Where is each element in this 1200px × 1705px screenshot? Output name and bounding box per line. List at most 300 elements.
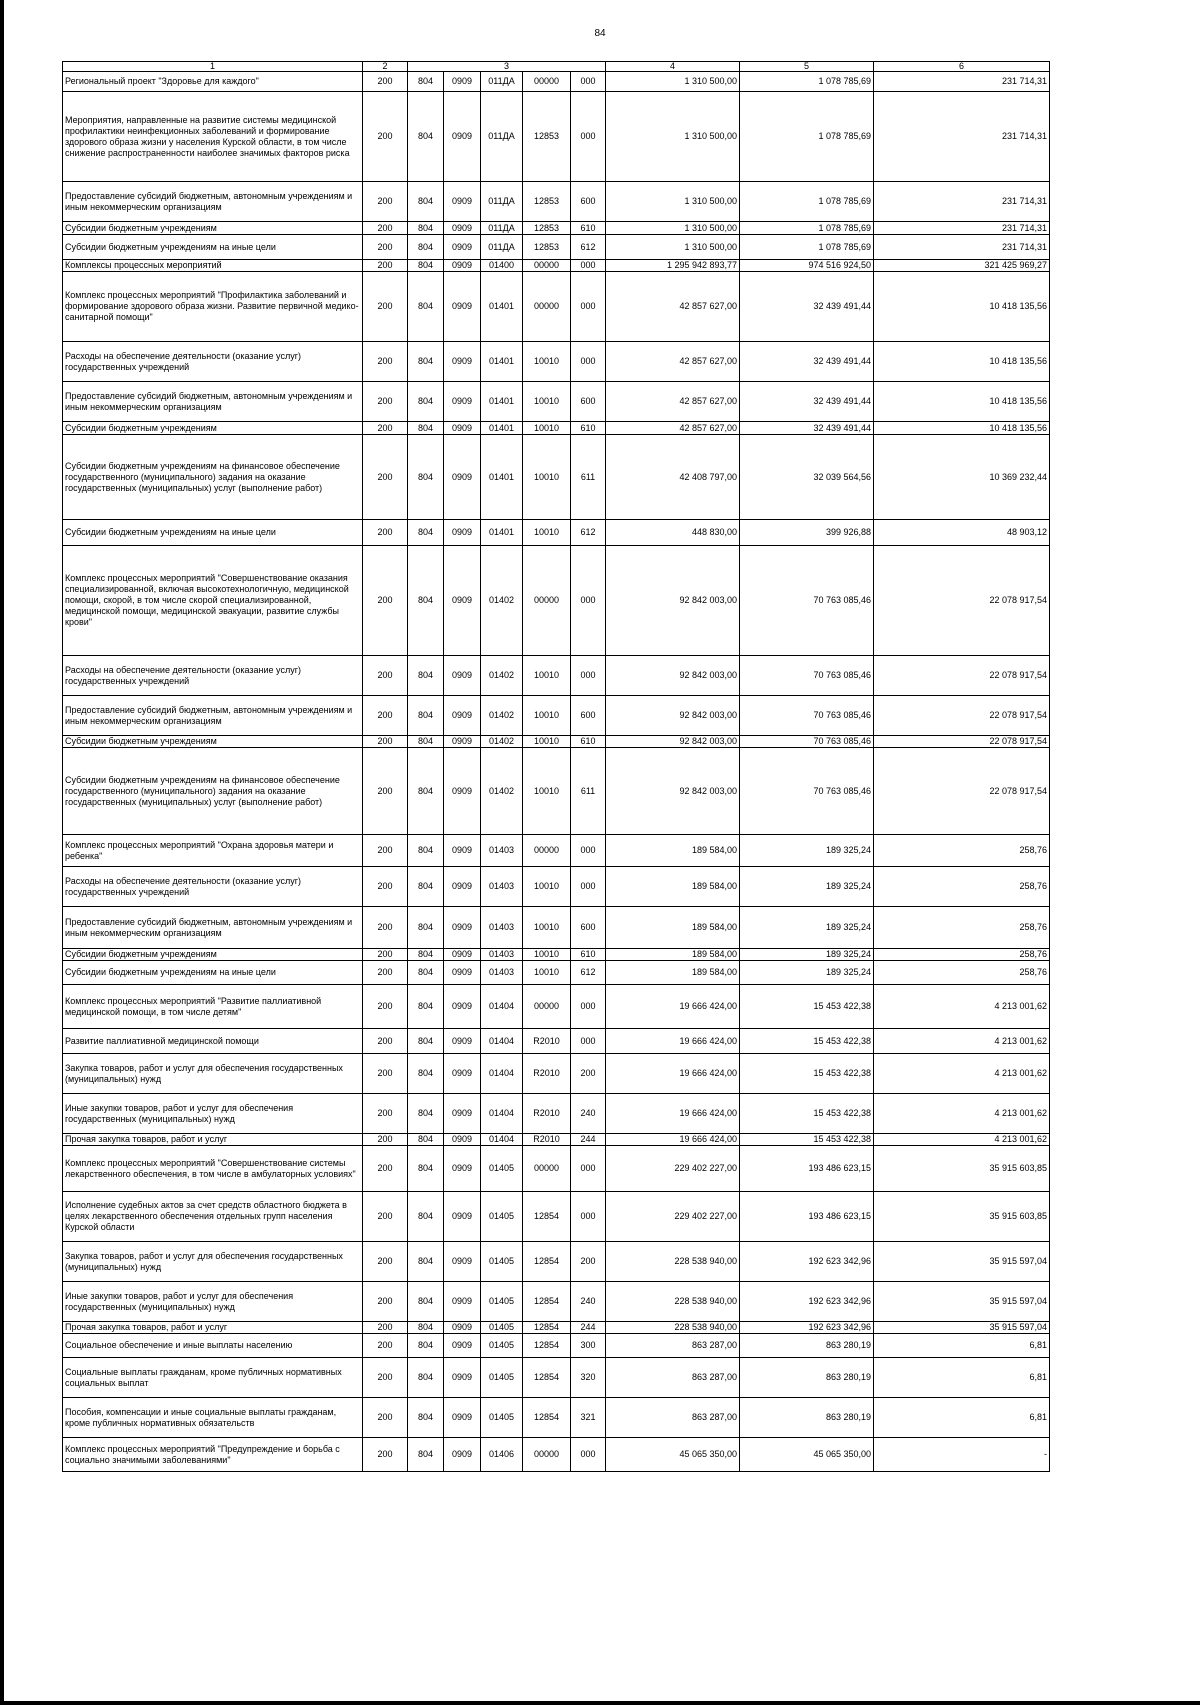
cell-col-3-direction: 10010 [523, 435, 571, 520]
cell-col-3-section: 804 [408, 92, 444, 182]
cell-col-3-program: 011ДА [481, 92, 523, 182]
cell-col-5: 189 325,24 [740, 949, 874, 961]
cell-col-5: 974 516 924,50 [740, 260, 874, 272]
cell-col-3-program: 01405 [481, 1242, 523, 1282]
row-label: Расходы на обеспечение деятельности (оказание услуг) государственных учреждений [63, 656, 363, 696]
cell-col-2: 200 [363, 382, 408, 422]
cell-col-3-subsection: 0909 [444, 656, 481, 696]
cell-col-3-program: 01401 [481, 342, 523, 382]
cell-col-4: 448 830,00 [606, 520, 740, 546]
cell-col-5: 192 623 342,96 [740, 1242, 874, 1282]
cell-col-3-section: 804 [408, 736, 444, 748]
cell-col-3-section: 804 [408, 1242, 444, 1282]
cell-col-2: 200 [363, 736, 408, 748]
cell-col-4: 42 857 627,00 [606, 272, 740, 342]
cell-col-2: 200 [363, 1192, 408, 1242]
cell-col-3-section: 804 [408, 342, 444, 382]
cell-col-3-subsection: 0909 [444, 222, 481, 235]
cell-col-2: 200 [363, 949, 408, 961]
cell-col-3-program: 01401 [481, 272, 523, 342]
cell-col-3-subsection: 0909 [444, 696, 481, 736]
cell-col-4: 228 538 940,00 [606, 1282, 740, 1322]
cell-col-3-section: 804 [408, 1054, 444, 1094]
cell-col-3-expense-type: 611 [571, 748, 606, 835]
header-col-1: 1 [63, 62, 363, 72]
cell-col-3-section: 804 [408, 1398, 444, 1438]
cell-col-3-direction: 10010 [523, 422, 571, 435]
cell-col-6: 22 078 917,54 [874, 696, 1050, 736]
cell-col-3-direction: 12854 [523, 1398, 571, 1438]
table-row [63, 1438, 1050, 1472]
cell-col-3-expense-type: 612 [571, 520, 606, 546]
cell-col-3-expense-type: 600 [571, 907, 606, 949]
cell-col-2: 200 [363, 696, 408, 736]
table-row [63, 72, 1050, 92]
cell-col-6: 10 418 135,56 [874, 342, 1050, 382]
cell-col-3-section: 804 [408, 546, 444, 656]
cell-col-3-program: 01401 [481, 435, 523, 520]
cell-col-5: 192 623 342,96 [740, 1282, 874, 1322]
cell-col-3-program: 01401 [481, 382, 523, 422]
cell-col-3-subsection: 0909 [444, 1358, 481, 1398]
scan-bottom-edge [0, 1701, 1200, 1705]
cell-col-4: 1 295 942 893,77 [606, 260, 740, 272]
cell-col-3-expense-type: 612 [571, 961, 606, 985]
cell-col-2: 200 [363, 1358, 408, 1398]
row-label: Субсидии бюджетным учреждениям [63, 736, 363, 748]
cell-col-5: 1 078 785,69 [740, 92, 874, 182]
cell-col-3-direction: 12854 [523, 1322, 571, 1334]
cell-col-2: 200 [363, 546, 408, 656]
cell-col-3-section: 804 [408, 1438, 444, 1472]
cell-col-3-expense-type: 600 [571, 696, 606, 736]
cell-col-3-program: 01405 [481, 1398, 523, 1438]
cell-col-4: 189 584,00 [606, 961, 740, 985]
cell-col-3-direction: 12854 [523, 1242, 571, 1282]
cell-col-5: 70 763 085,46 [740, 696, 874, 736]
cell-col-3-subsection: 0909 [444, 1438, 481, 1472]
cell-col-3-expense-type: 000 [571, 546, 606, 656]
cell-col-3-direction: 00000 [523, 1438, 571, 1472]
row-label: Исполнение судебных актов за счет средств областного бюджета в целях лекарственного обеспечения отдельных групп населения Курской области [63, 1192, 363, 1242]
cell-col-2: 200 [363, 656, 408, 696]
cell-col-3-section: 804 [408, 222, 444, 235]
row-label: Субсидии бюджетным учреждениям на иные цели [63, 961, 363, 985]
cell-col-3-subsection: 0909 [444, 961, 481, 985]
cell-col-3-direction: 00000 [523, 835, 571, 867]
cell-col-3-subsection: 0909 [444, 546, 481, 656]
row-label: Региональный проект "Здоровье для каждого" [63, 72, 363, 92]
cell-col-3-expense-type: 320 [571, 1358, 606, 1398]
cell-col-3-subsection: 0909 [444, 342, 481, 382]
header-col-5: 5 [740, 62, 874, 72]
row-label: Комплекс процессных мероприятий "Профилактика заболеваний и формирование здорового образа жизни. Развитие первичной медико-санитарной помощи" [63, 272, 363, 342]
cell-col-4: 1 310 500,00 [606, 72, 740, 92]
cell-col-3-program: 01403 [481, 907, 523, 949]
cell-col-3-expense-type: 612 [571, 235, 606, 260]
cell-col-3-program: 01400 [481, 260, 523, 272]
cell-col-3-direction: R2010 [523, 1029, 571, 1054]
table-row [63, 382, 1050, 422]
cell-col-3-subsection: 0909 [444, 1334, 481, 1358]
cell-col-2: 200 [363, 72, 408, 92]
cell-col-3-expense-type: 240 [571, 1094, 606, 1134]
cell-col-3-section: 804 [408, 1358, 444, 1398]
cell-col-3-subsection: 0909 [444, 1242, 481, 1282]
cell-col-3-direction: R2010 [523, 1134, 571, 1146]
cell-col-6: 4 213 001,62 [874, 1054, 1050, 1094]
cell-col-3-expense-type: 000 [571, 835, 606, 867]
cell-col-3-subsection: 0909 [444, 1054, 481, 1094]
table-row [63, 748, 1050, 835]
cell-col-3-expense-type: 600 [571, 182, 606, 222]
cell-col-3-program: 01402 [481, 736, 523, 748]
cell-col-3-subsection: 0909 [444, 92, 481, 182]
cell-col-3-subsection: 0909 [444, 835, 481, 867]
cell-col-5: 1 078 785,69 [740, 72, 874, 92]
cell-col-2: 200 [363, 1282, 408, 1322]
cell-col-3-section: 804 [408, 272, 444, 342]
cell-col-3-program: 01406 [481, 1438, 523, 1472]
cell-col-3-expense-type: 244 [571, 1322, 606, 1334]
cell-col-2: 200 [363, 435, 408, 520]
row-label: Комплекс процессных мероприятий "Совершенствование оказания специализированной, включая высокотехнологичную, медицинской помощи, скорой, в том числе скорой специализированной, медицинской помощи, медицинской эвакуации, развитие службы крови" [63, 546, 363, 656]
cell-col-3-subsection: 0909 [444, 867, 481, 907]
cell-col-6: 10 369 232,44 [874, 435, 1050, 520]
cell-col-3-program: 011ДА [481, 235, 523, 260]
cell-col-4: 19 666 424,00 [606, 985, 740, 1029]
cell-col-6: 258,76 [874, 949, 1050, 961]
cell-col-3-direction: 10010 [523, 736, 571, 748]
budget-table [62, 61, 1050, 1472]
cell-col-3-program: 01402 [481, 696, 523, 736]
cell-col-3-expense-type: 000 [571, 656, 606, 696]
cell-col-2: 200 [363, 985, 408, 1029]
cell-col-4: 1 310 500,00 [606, 222, 740, 235]
header-col-3: 3 [408, 62, 606, 72]
row-label: Субсидии бюджетным учреждениям на иные цели [63, 520, 363, 546]
cell-col-3-direction: 12853 [523, 182, 571, 222]
cell-col-4: 19 666 424,00 [606, 1029, 740, 1054]
cell-col-5: 15 453 422,38 [740, 1134, 874, 1146]
table-row [63, 272, 1050, 342]
cell-col-6: 231 714,31 [874, 182, 1050, 222]
cell-col-3-direction: 10010 [523, 342, 571, 382]
cell-col-3-section: 804 [408, 907, 444, 949]
cell-col-3-subsection: 0909 [444, 907, 481, 949]
cell-col-3-direction: 12854 [523, 1358, 571, 1398]
row-label: Предоставление субсидий бюджетным, автономным учреждениям и иным некоммерческим организациям [63, 907, 363, 949]
cell-col-3-direction: 10010 [523, 907, 571, 949]
cell-col-2: 200 [363, 92, 408, 182]
table-row [63, 985, 1050, 1029]
cell-col-4: 1 310 500,00 [606, 235, 740, 260]
cell-col-5: 863 280,19 [740, 1358, 874, 1398]
cell-col-3-subsection: 0909 [444, 182, 481, 222]
table-row [63, 1134, 1050, 1146]
cell-col-3-program: 01403 [481, 835, 523, 867]
cell-col-6: 35 915 603,85 [874, 1192, 1050, 1242]
cell-col-6: 231 714,31 [874, 72, 1050, 92]
cell-col-5: 70 763 085,46 [740, 546, 874, 656]
cell-col-3-program: 01404 [481, 1094, 523, 1134]
table-row [63, 736, 1050, 748]
cell-col-3-subsection: 0909 [444, 520, 481, 546]
cell-col-2: 200 [363, 867, 408, 907]
cell-col-2: 200 [363, 1094, 408, 1134]
cell-col-2: 200 [363, 1134, 408, 1146]
cell-col-3-expense-type: 321 [571, 1398, 606, 1438]
row-label: Предоставление субсидий бюджетным, автономным учреждениям и иным некоммерческим организациям [63, 382, 363, 422]
cell-col-6: 22 078 917,54 [874, 546, 1050, 656]
cell-col-3-expense-type: 244 [571, 1134, 606, 1146]
cell-col-4: 189 584,00 [606, 835, 740, 867]
cell-col-3-section: 804 [408, 835, 444, 867]
cell-col-4: 92 842 003,00 [606, 748, 740, 835]
cell-col-6: 258,76 [874, 835, 1050, 867]
cell-col-4: 45 065 350,00 [606, 1438, 740, 1472]
cell-col-2: 200 [363, 235, 408, 260]
cell-col-2: 200 [363, 520, 408, 546]
header-col-4: 4 [606, 62, 740, 72]
cell-col-3-subsection: 0909 [444, 435, 481, 520]
cell-col-3-program: 01403 [481, 867, 523, 907]
cell-col-3-direction: 00000 [523, 272, 571, 342]
cell-col-6: 231 714,31 [874, 222, 1050, 235]
cell-col-2: 200 [363, 422, 408, 435]
cell-col-3-direction: 12853 [523, 222, 571, 235]
table-row [63, 656, 1050, 696]
cell-col-5: 45 065 350,00 [740, 1438, 874, 1472]
cell-col-3-section: 804 [408, 235, 444, 260]
cell-col-6: 258,76 [874, 961, 1050, 985]
table-row [63, 835, 1050, 867]
cell-col-4: 92 842 003,00 [606, 656, 740, 696]
table-row [63, 1094, 1050, 1134]
cell-col-3-expense-type: 610 [571, 736, 606, 748]
cell-col-2: 200 [363, 1398, 408, 1438]
row-label: Субсидии бюджетным учреждениям на финансовое обеспечение государственного (муниципального) задания на оказание государственных (муниципальных) услуг (выполнение работ) [63, 748, 363, 835]
cell-col-3-program: 01403 [481, 961, 523, 985]
row-label: Прочая закупка товаров, работ и услуг [63, 1134, 363, 1146]
row-label: Субсидии бюджетным учреждениям [63, 222, 363, 235]
cell-col-5: 15 453 422,38 [740, 1094, 874, 1134]
cell-col-3-direction: 10010 [523, 382, 571, 422]
cell-col-3-direction: R2010 [523, 1094, 571, 1134]
cell-col-3-section: 804 [408, 867, 444, 907]
cell-col-4: 228 538 940,00 [606, 1242, 740, 1282]
table-row [63, 422, 1050, 435]
cell-col-3-subsection: 0909 [444, 1398, 481, 1438]
cell-col-3-subsection: 0909 [444, 985, 481, 1029]
cell-col-3-expense-type: 000 [571, 1438, 606, 1472]
cell-col-6: 231 714,31 [874, 92, 1050, 182]
cell-col-6: 10 418 135,56 [874, 272, 1050, 342]
table-row [63, 907, 1050, 949]
cell-col-3-section: 804 [408, 985, 444, 1029]
cell-col-5: 193 486 623,15 [740, 1146, 874, 1192]
cell-col-3-program: 01405 [481, 1282, 523, 1322]
cell-col-3-program: 01404 [481, 985, 523, 1029]
cell-col-3-program: 01402 [481, 656, 523, 696]
row-label: Субсидии бюджетным учреждениям на финансовое обеспечение государственного (муниципального) задания на оказание государственных (муниципальных) услуг (выполнение работ) [63, 435, 363, 520]
cell-col-3-expense-type: 300 [571, 1334, 606, 1358]
cell-col-3-expense-type: 200 [571, 1054, 606, 1094]
cell-col-4: 42 857 627,00 [606, 342, 740, 382]
cell-col-3-section: 804 [408, 1029, 444, 1054]
row-label: Развитие паллиативной медицинской помощи [63, 1029, 363, 1054]
table-row [63, 260, 1050, 272]
cell-col-3-program: 011ДА [481, 72, 523, 92]
row-label: Комплекс процессных мероприятий "Совершенствование системы лекарственного обеспечения, в том числе в амбулаторных условиях" [63, 1146, 363, 1192]
cell-col-6: 6,81 [874, 1334, 1050, 1358]
cell-col-6: 22 078 917,54 [874, 656, 1050, 696]
table-row [63, 1054, 1050, 1094]
cell-col-3-expense-type: 600 [571, 382, 606, 422]
cell-col-5: 1 078 785,69 [740, 222, 874, 235]
cell-col-3-section: 804 [408, 1146, 444, 1192]
table-row [63, 961, 1050, 985]
cell-col-5: 15 453 422,38 [740, 1054, 874, 1094]
cell-col-3-section: 804 [408, 72, 444, 92]
cell-col-3-direction: 00000 [523, 260, 571, 272]
cell-col-3-subsection: 0909 [444, 272, 481, 342]
cell-col-4: 228 538 940,00 [606, 1322, 740, 1334]
cell-col-5: 1 078 785,69 [740, 235, 874, 260]
cell-col-3-expense-type: 000 [571, 985, 606, 1029]
cell-col-3-program: 01404 [481, 1134, 523, 1146]
cell-col-5: 32 439 491,44 [740, 422, 874, 435]
cell-col-4: 1 310 500,00 [606, 182, 740, 222]
cell-col-5: 189 325,24 [740, 867, 874, 907]
cell-col-3-section: 804 [408, 435, 444, 520]
table-row [63, 1322, 1050, 1334]
cell-col-4: 19 666 424,00 [606, 1054, 740, 1094]
cell-col-3-direction: 12853 [523, 92, 571, 182]
cell-col-3-direction: 12854 [523, 1282, 571, 1322]
cell-col-5: 32 439 491,44 [740, 272, 874, 342]
row-label: Иные закупки товаров, работ и услуг для обеспечения государственных (муниципальных) нужд [63, 1094, 363, 1134]
table-row [63, 435, 1050, 520]
cell-col-3-section: 804 [408, 949, 444, 961]
table-row [63, 546, 1050, 656]
cell-col-3-direction: 12854 [523, 1334, 571, 1358]
cell-col-6: 4 213 001,62 [874, 985, 1050, 1029]
cell-col-2: 200 [363, 272, 408, 342]
cell-col-3-expense-type: 000 [571, 867, 606, 907]
row-label: Комплекс процессных мероприятий "Предупреждение и борьба с социально значимыми заболеваниями" [63, 1438, 363, 1472]
cell-col-5: 32 039 564,56 [740, 435, 874, 520]
cell-col-6: 258,76 [874, 907, 1050, 949]
row-label: Закупка товаров, работ и услуг для обеспечения государственных (муниципальных) нужд [63, 1242, 363, 1282]
cell-col-5: 189 325,24 [740, 961, 874, 985]
row-label: Социальное обеспечение и иные выплаты населению [63, 1334, 363, 1358]
cell-col-4: 863 287,00 [606, 1398, 740, 1438]
cell-col-3-direction: 12854 [523, 1192, 571, 1242]
cell-col-3-program: 01405 [481, 1358, 523, 1398]
cell-col-3-expense-type: 200 [571, 1242, 606, 1282]
cell-col-3-section: 804 [408, 1334, 444, 1358]
cell-col-6: 35 915 597,04 [874, 1322, 1050, 1334]
table-body [63, 72, 1050, 1472]
cell-col-3-direction: 00000 [523, 985, 571, 1029]
cell-col-6: 4 213 001,62 [874, 1134, 1050, 1146]
cell-col-3-expense-type: 611 [571, 435, 606, 520]
cell-col-3-expense-type: 610 [571, 949, 606, 961]
cell-col-3-program: 01405 [481, 1322, 523, 1334]
cell-col-3-program: 01405 [481, 1192, 523, 1242]
table-row [63, 1029, 1050, 1054]
cell-col-6: 231 714,31 [874, 235, 1050, 260]
cell-col-3-section: 804 [408, 656, 444, 696]
cell-col-5: 32 439 491,44 [740, 342, 874, 382]
cell-col-5: 189 325,24 [740, 835, 874, 867]
cell-col-3-subsection: 0909 [444, 1094, 481, 1134]
cell-col-5: 32 439 491,44 [740, 382, 874, 422]
cell-col-3-direction: 10010 [523, 867, 571, 907]
cell-col-3-direction: 10010 [523, 696, 571, 736]
cell-col-3-section: 804 [408, 520, 444, 546]
cell-col-6: 35 915 597,04 [874, 1282, 1050, 1322]
cell-col-3-direction: 00000 [523, 72, 571, 92]
table-row [63, 1398, 1050, 1438]
cell-col-3-direction: R2010 [523, 1054, 571, 1094]
cell-col-2: 200 [363, 1029, 408, 1054]
row-label: Пособия, компенсации и иные социальные выплаты гражданам, кроме публичных нормативных обязательств [63, 1398, 363, 1438]
cell-col-3-program: 01401 [481, 520, 523, 546]
cell-col-3-direction: 10010 [523, 656, 571, 696]
table-row [63, 520, 1050, 546]
cell-col-3-direction: 10010 [523, 748, 571, 835]
cell-col-6: - [874, 1438, 1050, 1472]
header-col-6: 6 [874, 62, 1050, 72]
cell-col-3-expense-type: 000 [571, 1029, 606, 1054]
cell-col-6: 6,81 [874, 1398, 1050, 1438]
cell-col-4: 42 408 797,00 [606, 435, 740, 520]
table-row [63, 182, 1050, 222]
row-label: Субсидии бюджетным учреждениям [63, 949, 363, 961]
cell-col-3-program: 011ДА [481, 222, 523, 235]
cell-col-4: 19 666 424,00 [606, 1134, 740, 1146]
cell-col-3-subsection: 0909 [444, 72, 481, 92]
cell-col-2: 200 [363, 1334, 408, 1358]
cell-col-6: 258,76 [874, 867, 1050, 907]
cell-col-6: 48 903,12 [874, 520, 1050, 546]
table-row [63, 1192, 1050, 1242]
cell-col-6: 10 418 135,56 [874, 422, 1050, 435]
cell-col-3-subsection: 0909 [444, 235, 481, 260]
cell-col-3-direction: 12853 [523, 235, 571, 260]
table-row [63, 342, 1050, 382]
cell-col-5: 192 623 342,96 [740, 1322, 874, 1334]
row-label: Прочая закупка товаров, работ и услуг [63, 1322, 363, 1334]
table-row [63, 867, 1050, 907]
cell-col-3-section: 804 [408, 182, 444, 222]
cell-col-2: 200 [363, 835, 408, 867]
cell-col-3-subsection: 0909 [444, 748, 481, 835]
cell-col-6: 10 418 135,56 [874, 382, 1050, 422]
row-label: Социальные выплаты гражданам, кроме публичных нормативных социальных выплат [63, 1358, 363, 1398]
cell-col-6: 35 915 597,04 [874, 1242, 1050, 1282]
cell-col-4: 92 842 003,00 [606, 696, 740, 736]
cell-col-3-subsection: 0909 [444, 949, 481, 961]
cell-col-3-subsection: 0909 [444, 422, 481, 435]
cell-col-4: 189 584,00 [606, 949, 740, 961]
cell-col-4: 189 584,00 [606, 867, 740, 907]
row-label: Предоставление субсидий бюджетным, автономным учреждениям и иным некоммерческим организациям [63, 182, 363, 222]
row-label: Расходы на обеспечение деятельности (оказание услуг) государственных учреждений [63, 342, 363, 382]
row-label: Комплекс процессных мероприятий "Охрана здоровья матери и ребенка" [63, 835, 363, 867]
